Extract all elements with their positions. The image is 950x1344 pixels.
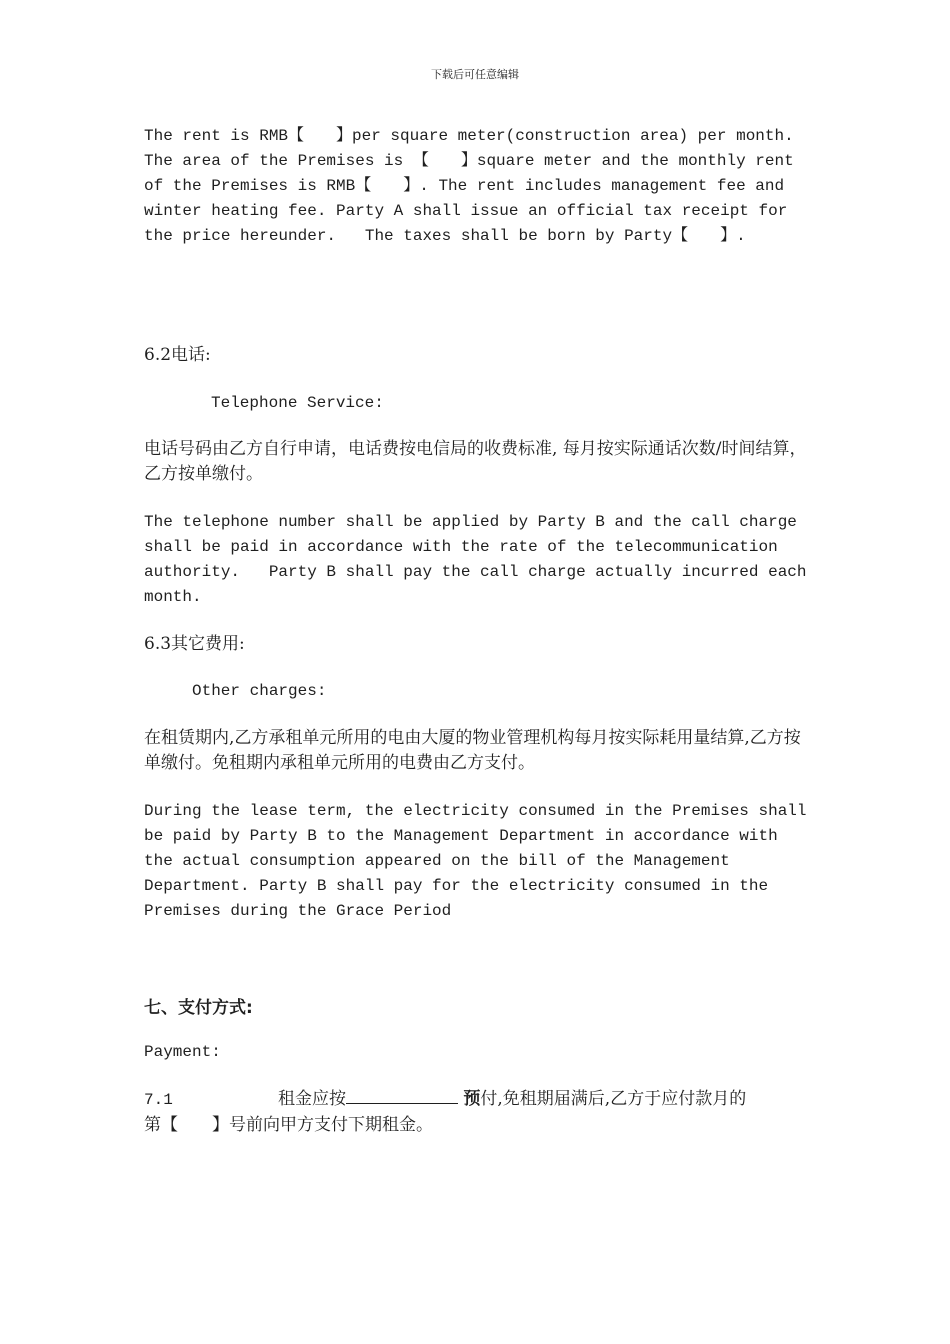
section-7-heading-en: Payment:: [144, 1043, 221, 1061]
section-7-1-text-a: 租金应按: [278, 1089, 346, 1109]
section-6-2-heading-en: Telephone Service:: [211, 394, 384, 412]
section-6-3-heading-en: Other charges:: [192, 682, 327, 700]
section-6-2-cn: 电话号码由乙方自行申请，电话费按电信局的收费标准, 每月按实际通话次数/时间结算，乙方按单缴付。: [144, 439, 807, 484]
page-header: 下载后可任意编辑: [431, 68, 519, 81]
section-6-3-heading: 6.3其它费用:: [144, 634, 245, 654]
blank-line: [346, 1086, 458, 1104]
section-6-2-heading: 6.2电话:: [144, 345, 211, 365]
section-7-1-number: 7.1: [144, 1091, 173, 1109]
section-6-3-cn: 在租赁期内,乙方承租单元所用的电由大厦的物业管理机构每月按实际耗用量结算,乙方按单缴付。免租期内承租单元所用的电费由乙方支付。: [144, 728, 801, 773]
rent-paragraph: The rent is RMB【 】per square meter(construction area) per month. The area of the Premises is 【 】square meter and the monthly rent of the Premises is RMB【 】. The rent includes management fee and winter heating fee. Party A shall issue an official tax receipt for the price hereunder. The taxes shall be born by Party【 】.: [144, 127, 804, 245]
section-6-2-en: The telephone number shall be applied by Party B and the call charge shall be paid in accordance with the rate of the telecommunication authority. Party B shall pay the call charge actually incurred each month.: [144, 513, 817, 606]
section-6-3-en: During the lease term, the electricity consumed in the Premises shall be paid by Party B to the Management Department in accordance with the actual consumption appeared on the bill of the Management Department. Party B shall pay for the electricity consumed in the Premises during the Grace Period: [144, 802, 817, 920]
section-7-1-text-b: 付,免租期届满后,乙方于应付款月的: [480, 1089, 747, 1109]
section-7-1: [144, 1086, 808, 1138]
section-7-heading: 七、支付方式:: [144, 998, 253, 1018]
section-7-1-line2: 第【 】号前向甲方支付下期租金。: [144, 1115, 433, 1135]
section-7-1-bold: 预: [463, 1089, 481, 1109]
